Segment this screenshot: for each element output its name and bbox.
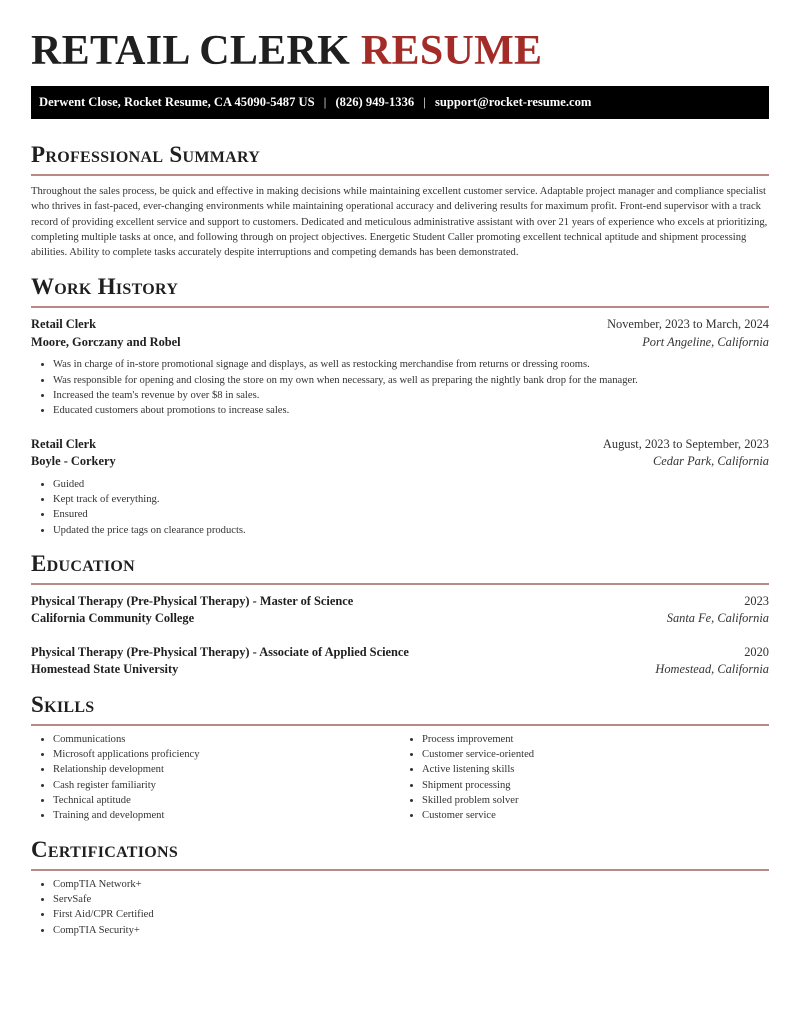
job-location: Port Angeline, California [642,334,769,349]
skill-item: • Active listening skills [422,762,769,777]
job-header-row [31,316,769,334]
education-location: Santa Fe, California [666,611,769,626]
list-item: • Increased the team's revenue by over $8 in sales. [53,388,769,403]
contact-separator: | [323,95,327,109]
section-heading: Certifications [31,836,179,862]
section-divider [31,724,769,726]
education-degree: Physical Therapy (Pre-Physical Therapy) - Master of Science [31,593,354,608]
section-heading: Skills [31,691,95,717]
job-dates: November, 2023 to March, 2024 [607,317,769,332]
work-history-section [31,273,769,537]
education-school-row [31,661,769,679]
skills-list-left [31,732,400,824]
education-degree-row [31,644,769,662]
education-location: Homestead, California [655,662,769,677]
job-title: Retail Clerk [31,317,97,332]
certification-item: • First Aid/CPR Certified [53,907,769,922]
skill-item: • Relationship development [53,762,400,777]
certification-item: • ServSafe [53,892,769,907]
list-item: • Was responsible for opening and closing the store on my own when necessary, as well as preparing the nightly bank drop for the manager. [53,373,769,388]
contact-separator: | [423,95,426,109]
education-year: 2020 [744,644,769,659]
skills-columns [31,732,769,824]
job-company-row [31,334,769,352]
education-school: California Community College [31,611,195,626]
job-header-row [31,436,769,454]
resume-title [31,0,769,74]
job-company: Boyle - Corkery [31,454,116,469]
education-school: Homestead State University [31,662,179,677]
job-company: Moore, Gorczany and Robel [31,334,181,349]
section-heading: Work History [31,274,179,300]
section-divider [31,306,769,308]
skill-item: • Customer service-oriented [422,747,769,762]
skill-item: • Technical aptitude [53,793,400,808]
certification-item: • CompTIA Network+ [53,877,769,892]
skill-item: • Process improvement [422,732,769,747]
skill-item: • Cash register familiarity [53,778,400,793]
contact-address: Derwent Close, Rocket Resume, CA 45090-5487 US [39,95,315,109]
job-bullets [31,477,769,538]
section-heading: Professional Summary [31,142,261,167]
summary-text: Throughout the sales process, be quick and effective in making decisions while maintaining excellent customer service. Adaptable project manager and compliance specialist who thrives in fast-paced, ever-changing environments while maintaining operational accuracy and delivering results for maximum profit. Front-end supervisor with a track record of providing excellent service and support to customers. Dedicated and meticulous administrative assistant with over 21 years of experience who excels at prioritizing, completing multiple tasks at once, and following through on project objectives. Energetic Student Caller promoting excellent technical aptitude and shipment processing abilities. Ability to complete tasks accurately despite interruptions and competing demands has been demonstrated. [31,186,768,259]
job-title: Retail Clerk [31,436,97,451]
list-item: • Kept track of everything. [53,492,769,507]
skill-item: • Training and development [53,808,400,823]
education-entry [31,593,769,628]
education-school-row [31,610,769,628]
section-heading: Education [31,550,135,576]
skill-item: • Communications [53,732,400,747]
certification-item: • CompTIA Security+ [53,923,769,938]
job-dates: August, 2023 to September, 2023 [602,436,769,451]
skill-item: • Customer service [422,808,769,823]
skill-item: • Shipment processing [422,778,769,793]
skill-item: • Skilled problem solver [422,793,769,808]
certifications-section [31,836,769,938]
job-entry [31,436,769,538]
list-item: • Was in charge of in-store promotional signage and displays, as well as restocking merchandise from returns or dressing rooms. [53,357,769,372]
contact-bar [31,86,769,119]
job-location: Cedar Park, California [653,454,769,469]
job-bullets [31,357,769,418]
list-item: • Ensured [53,507,769,522]
education-degree: Physical Therapy (Pre-Physical Therapy) - Associate of Applied Science [31,644,409,659]
skills-section [31,691,769,824]
education-entry [31,644,769,679]
title-accent: RESUME [360,28,543,74]
education-section [31,550,769,679]
skills-list-right [400,732,769,824]
skill-item: • Microsoft applications proficiency [53,747,400,762]
list-item: • Guided [53,477,769,492]
education-year: 2023 [744,593,769,608]
professional-summary-section [31,141,769,260]
list-item: • Educated customers about promotions to increase sales. [53,403,769,418]
section-divider [31,583,769,585]
section-divider [31,174,769,176]
list-item: • Updated the price tags on clearance products. [53,523,769,538]
contact-email[interactable]: support@rocket-resume.com [435,95,592,109]
job-company-row [31,453,769,471]
section-divider [31,869,769,871]
certifications-list [31,877,769,938]
education-degree-row [31,593,769,611]
job-entry [31,316,769,418]
contact-phone[interactable]: (826) 949-1336 [335,95,415,109]
title-main: RETAIL CLERK [31,28,361,74]
